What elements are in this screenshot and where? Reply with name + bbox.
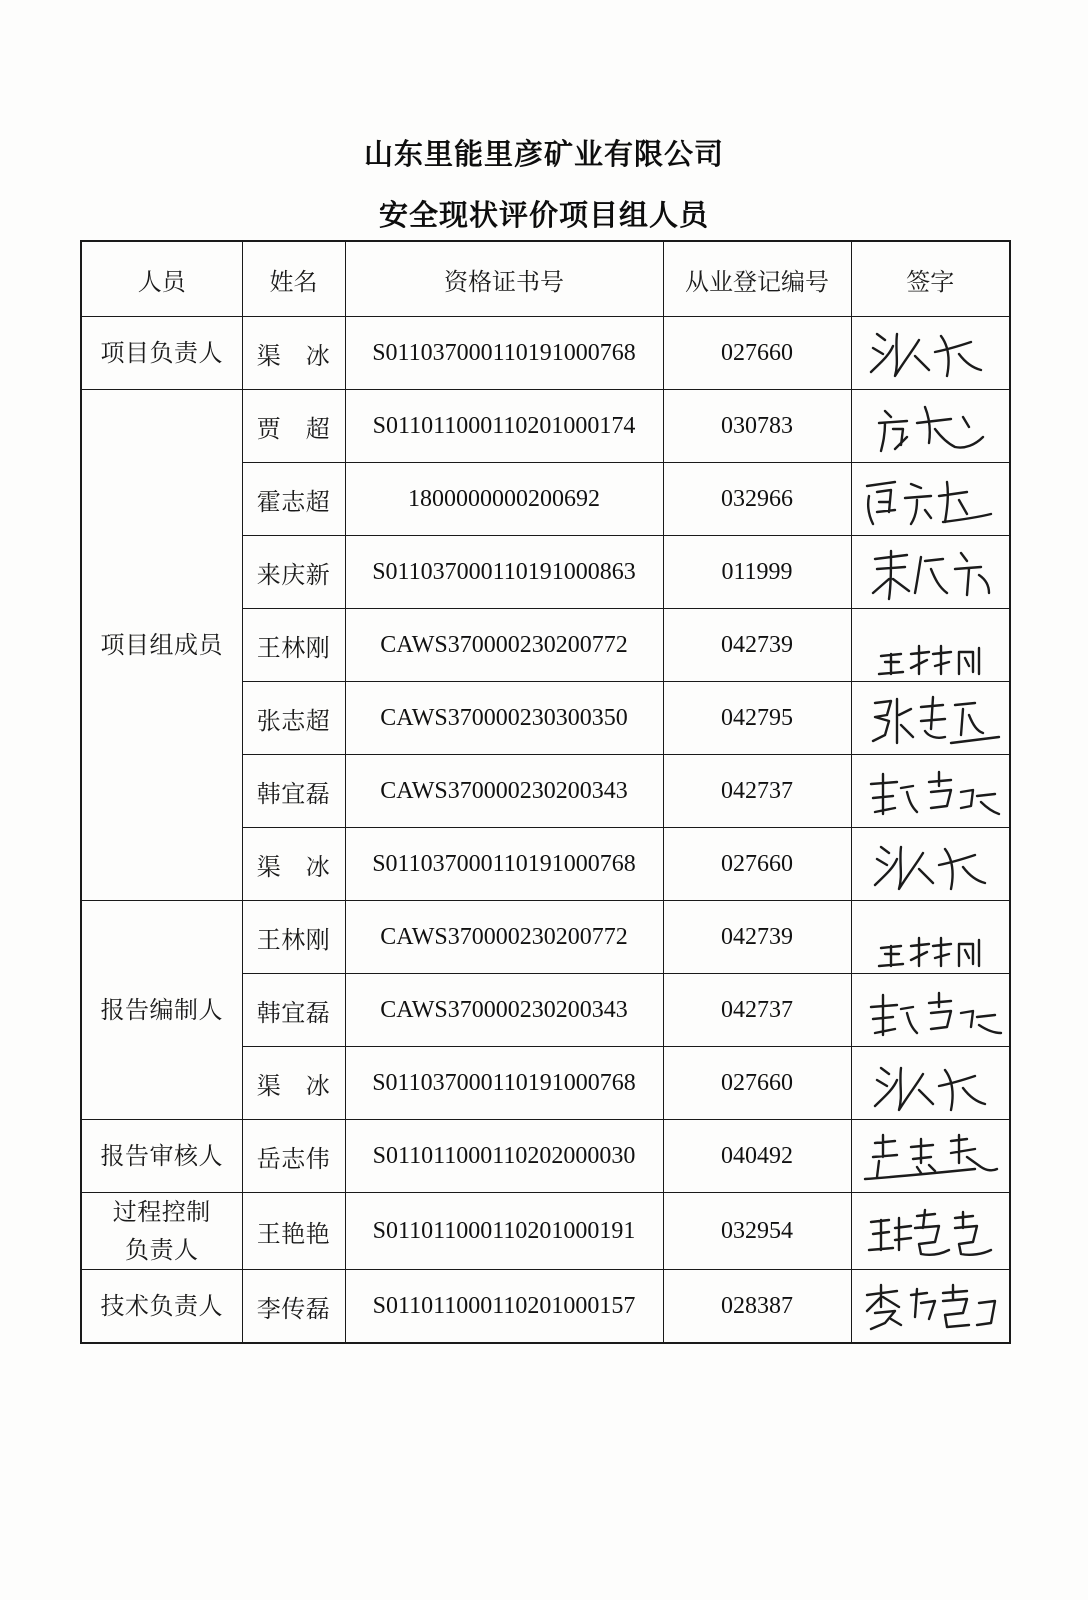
header-name: 姓名: [242, 241, 345, 317]
signature-cell: [851, 1120, 1010, 1193]
personnel-table: [80, 240, 1011, 1344]
role-report-authors: 报告编制人: [81, 901, 242, 1120]
role-report-reviewer: 报告审核人: [81, 1120, 242, 1193]
member-name: 王艳艳: [242, 1193, 345, 1270]
handwritten-signature: [855, 685, 1005, 751]
certificate-number: S011037000110191000863: [345, 536, 663, 609]
company-title: 山东里能里彦矿业有限公司: [363, 137, 724, 171]
handwritten-signature: [855, 612, 1005, 678]
registration-number: 042795: [663, 682, 851, 755]
registration-number: 032966: [663, 463, 851, 536]
certificate-number: 1800000000200692: [345, 463, 663, 536]
certificate-number: CAWS370000230200343: [345, 755, 663, 828]
certificate-number: S011037000110191000768: [345, 1047, 663, 1120]
registration-number: 032954: [663, 1193, 851, 1270]
role-line: 过程控制: [112, 1198, 211, 1226]
signature-cell: [851, 828, 1010, 901]
certificate-number: CAWS370000230200772: [345, 609, 663, 682]
role-line: 负责人: [125, 1236, 199, 1264]
signature-cell: [851, 463, 1010, 536]
table-row: [81, 1270, 1010, 1344]
certificate-number: CAWS370000230200343: [345, 974, 663, 1047]
signature-cell: [851, 536, 1010, 609]
handwritten-signature: [855, 904, 1005, 970]
member-name: 张志超: [242, 682, 345, 755]
certificate-number: CAWS370000230200772: [345, 901, 663, 974]
registration-number: 042737: [663, 974, 851, 1047]
role-technical-lead: 技术负责人: [81, 1270, 242, 1344]
certificate-number: S011011000110201000174: [345, 390, 663, 463]
handwritten-signature: [855, 977, 1005, 1043]
signature-cell: [851, 1047, 1010, 1120]
signature-cell: [851, 390, 1010, 463]
member-name: 贾 超: [242, 390, 345, 463]
registration-number: 028387: [663, 1270, 851, 1344]
signature-cell: [851, 1270, 1010, 1344]
header-role: 人员: [81, 241, 242, 317]
member-name: 王林刚: [242, 609, 345, 682]
document-subtitle: 安全现状评价项目组人员: [378, 198, 709, 232]
table-row: [81, 390, 1010, 463]
header-registration: 从业登记编号: [663, 241, 851, 317]
registration-number: 042739: [663, 901, 851, 974]
role-team-members: 项目组成员: [81, 390, 242, 901]
member-name: 韩宜磊: [242, 755, 345, 828]
handwritten-signature: [855, 320, 1005, 386]
registration-number: 027660: [663, 317, 851, 390]
table-row: [81, 1120, 1010, 1193]
handwritten-signature: [855, 1123, 1005, 1189]
table-row: [81, 1193, 1010, 1270]
registration-number: 011999: [663, 536, 851, 609]
table-row: [81, 901, 1010, 974]
handwritten-signature: [855, 539, 1005, 605]
header-signature: 签字: [851, 241, 1010, 317]
signature-cell: [851, 974, 1010, 1047]
signature-cell: [851, 1193, 1010, 1270]
table-row: [81, 317, 1010, 390]
handwritten-signature: [855, 466, 1005, 532]
handwritten-signature: [855, 393, 1005, 459]
handwritten-signature: [855, 1273, 1005, 1339]
signature-cell: [851, 682, 1010, 755]
certificate-number: S011011000110202000030: [345, 1120, 663, 1193]
member-name: 韩宜磊: [242, 974, 345, 1047]
signature-cell: [851, 755, 1010, 828]
certificate-number: S011011000110201000191: [345, 1193, 663, 1270]
registration-number: 030783: [663, 390, 851, 463]
member-name: 渠 冰: [242, 828, 345, 901]
member-name: 霍志超: [242, 463, 345, 536]
certificate-number: CAWS370000230300350: [345, 682, 663, 755]
member-name: 渠 冰: [242, 1047, 345, 1120]
member-name: 李传磊: [242, 1270, 345, 1344]
signature-cell: [851, 609, 1010, 682]
handwritten-signature: [855, 1050, 1005, 1116]
signature-cell: [851, 901, 1010, 974]
handwritten-signature: [855, 758, 1005, 824]
certificate-number: S011011000110201000157: [345, 1270, 663, 1344]
member-name: 王林刚: [242, 901, 345, 974]
registration-number: 027660: [663, 1047, 851, 1120]
handwritten-signature: [855, 831, 1005, 897]
member-name: 岳志伟: [242, 1120, 345, 1193]
table-header-row: [81, 241, 1010, 317]
certificate-number: S011037000110191000768: [345, 828, 663, 901]
registration-number: 027660: [663, 828, 851, 901]
member-name: 来庆新: [242, 536, 345, 609]
header-certificate: 资格证书号: [345, 241, 663, 317]
certificate-number: S011037000110191000768: [345, 317, 663, 390]
registration-number: 042739: [663, 609, 851, 682]
handwritten-signature: [855, 1198, 1005, 1264]
role-process-control-lead: [81, 1193, 242, 1270]
registration-number: 042737: [663, 755, 851, 828]
member-name: 渠 冰: [242, 317, 345, 390]
registration-number: 040492: [663, 1120, 851, 1193]
signature-cell: [851, 317, 1010, 390]
role-project-leader: 项目负责人: [81, 317, 242, 390]
